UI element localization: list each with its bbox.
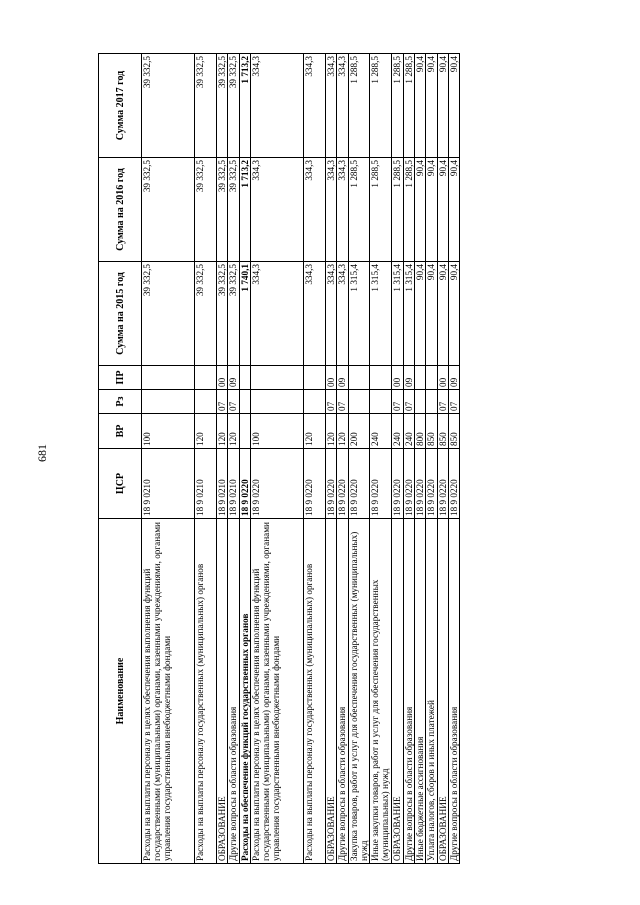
row-pr <box>250 366 303 390</box>
row-vr: 120 <box>228 414 239 449</box>
row-rz: 07 <box>437 390 448 414</box>
row-vr <box>239 414 250 449</box>
row-rz <box>414 390 425 414</box>
row-rz: 07 <box>449 390 460 414</box>
table-row <box>370 54 392 864</box>
table-row <box>216 54 227 864</box>
row-sum-2016: 39 332,5 <box>195 158 217 262</box>
table-row <box>195 54 217 864</box>
row-sum-2016: 334,3 <box>250 158 303 262</box>
row-sum-2015: 1 315,4 <box>348 262 370 366</box>
row-sum-2015: 1 315,4 <box>403 262 414 366</box>
row-rz: 07 <box>325 390 336 414</box>
row-sum-2015: 39 332,5 <box>142 262 195 366</box>
budget-table <box>98 53 460 864</box>
table-row <box>303 54 325 864</box>
row-csr: 18 9 0210 <box>216 449 227 519</box>
row-vr: 240 <box>370 414 392 449</box>
row-sum-2017: 90,4 <box>449 54 460 158</box>
row-vr: 120 <box>303 414 325 449</box>
row-name: Расходы на выплаты персоналу в целях обеспечения выполнения функций государственными (муниципальными) органами, казенными учреждениями, органами управления государственными внебюджетными фондами <box>142 519 195 864</box>
row-name: Другие вопросы в области образования <box>228 519 239 864</box>
row-name: Иные закупки товаров, работ и услуг для обеспечения государственных (муниципальных) нужд <box>370 519 392 864</box>
row-csr: 18 9 0220 <box>437 449 448 519</box>
row-sum-2016: 1 288,5 <box>370 158 392 262</box>
row-csr: 18 9 0220 <box>403 449 414 519</box>
row-sum-2016: 334,3 <box>303 158 325 262</box>
header-rz: Рз <box>99 390 142 414</box>
row-pr: 00 <box>437 366 448 390</box>
row-name: Иные бюджетные ассигнования <box>414 519 425 864</box>
table-row <box>426 54 437 864</box>
row-vr: 120 <box>216 414 227 449</box>
row-sum-2017: 90,4 <box>437 54 448 158</box>
budget-table-container <box>98 54 521 864</box>
row-vr: 120 <box>195 414 217 449</box>
row-rz: 07 <box>392 390 403 414</box>
table-row <box>250 54 303 864</box>
row-rz <box>239 390 250 414</box>
row-csr: 18 9 0210 <box>142 449 195 519</box>
row-vr: 850 <box>437 414 448 449</box>
row-sum-2017: 334,3 <box>325 54 336 158</box>
row-sum-2015: 334,3 <box>303 262 325 366</box>
row-sum-2016: 1 713,2 <box>239 158 250 262</box>
row-pr <box>414 366 425 390</box>
row-sum-2017: 90,4 <box>414 54 425 158</box>
row-sum-2015: 39 332,5 <box>195 262 217 366</box>
row-vr: 100 <box>250 414 303 449</box>
row-pr: 00 <box>216 366 227 390</box>
row-rz <box>195 390 217 414</box>
table-row <box>325 54 336 864</box>
row-vr: 850 <box>449 414 460 449</box>
row-csr: 18 9 0210 <box>228 449 239 519</box>
row-sum-2017: 1 288,5 <box>392 54 403 158</box>
row-sum-2015: 1 315,4 <box>370 262 392 366</box>
row-sum-2017: 1 288,5 <box>370 54 392 158</box>
row-sum-2016: 1 288,5 <box>348 158 370 262</box>
row-sum-2017: 1 713,2 <box>239 54 250 158</box>
row-csr: 18 9 0220 <box>337 449 348 519</box>
row-csr: 18 9 0220 <box>348 449 370 519</box>
row-name: Расходы на выплаты персоналу государственных (муниципальных) органов <box>303 519 325 864</box>
row-vr: 100 <box>142 414 195 449</box>
row-csr: 18 9 0220 <box>250 449 303 519</box>
row-name: Расходы на выплаты персоналу государственных (муниципальных) органов <box>195 519 217 864</box>
table-body <box>142 54 460 864</box>
row-name: Расходы на обеспечение функций государственных органов <box>239 519 250 864</box>
row-pr <box>303 366 325 390</box>
row-sum-2016: 39 332,5 <box>142 158 195 262</box>
row-sum-2017: 39 332,5 <box>228 54 239 158</box>
row-vr: 120 <box>325 414 336 449</box>
header-sum-2015: Сумма на 2015 год <box>99 262 142 366</box>
row-pr: 00 <box>325 366 336 390</box>
row-rz: 07 <box>337 390 348 414</box>
table-row <box>437 54 448 864</box>
row-sum-2016: 39 332,5 <box>228 158 239 262</box>
table-header-row <box>99 54 142 864</box>
row-vr: 850 <box>426 414 437 449</box>
row-csr: 18 9 0220 <box>239 449 250 519</box>
row-name: ОБРАЗОВАНИЕ <box>392 519 403 864</box>
row-pr: 09 <box>449 366 460 390</box>
row-sum-2016: 90,4 <box>437 158 448 262</box>
table-row <box>449 54 460 864</box>
row-sum-2017: 1 288,5 <box>403 54 414 158</box>
row-name: Расходы на выплаты персоналу в целях обеспечения выполнения функций государственными (муниципальными) органами, казенными учреждениями, органами управления государственными внебюджетными фондами <box>250 519 303 864</box>
row-sum-2017: 334,3 <box>337 54 348 158</box>
row-sum-2017: 334,3 <box>250 54 303 158</box>
row-sum-2015: 90,4 <box>437 262 448 366</box>
row-rz <box>303 390 325 414</box>
row-sum-2016: 334,3 <box>337 158 348 262</box>
row-sum-2017: 39 332,5 <box>216 54 227 158</box>
row-name: ОБРАЗОВАНИЕ <box>437 519 448 864</box>
row-sum-2017: 90,4 <box>426 54 437 158</box>
row-csr: 18 9 0220 <box>303 449 325 519</box>
table-row <box>239 54 250 864</box>
header-vr: ВР <box>99 414 142 449</box>
row-pr <box>426 366 437 390</box>
row-sum-2015: 334,3 <box>337 262 348 366</box>
header-sum-2016: Сумма на 2016 год <box>99 158 142 262</box>
row-vr: 240 <box>403 414 414 449</box>
table-row <box>228 54 239 864</box>
row-sum-2015: 334,3 <box>250 262 303 366</box>
row-csr: 18 9 0220 <box>392 449 403 519</box>
row-name: ОБРАЗОВАНИЕ <box>216 519 227 864</box>
row-rz <box>348 390 370 414</box>
row-sum-2017: 1 288,5 <box>348 54 370 158</box>
row-vr: 240 <box>392 414 403 449</box>
row-pr <box>142 366 195 390</box>
header-csr: ЦСР <box>99 449 142 519</box>
row-sum-2015: 90,4 <box>449 262 460 366</box>
row-pr <box>195 366 217 390</box>
row-pr: 00 <box>392 366 403 390</box>
row-sum-2016: 1 288,5 <box>403 158 414 262</box>
row-pr: 09 <box>228 366 239 390</box>
row-sum-2015: 1 740,1 <box>239 262 250 366</box>
row-name: ОБРАЗОВАНИЕ <box>325 519 336 864</box>
row-rz <box>142 390 195 414</box>
row-sum-2015: 1 315,4 <box>392 262 403 366</box>
row-csr: 18 9 0220 <box>426 449 437 519</box>
row-vr: 800 <box>414 414 425 449</box>
row-sum-2015: 90,4 <box>414 262 425 366</box>
row-pr <box>348 366 370 390</box>
header-name: Наименование <box>99 519 142 864</box>
row-sum-2015: 39 332,5 <box>216 262 227 366</box>
header-sum-2017: Сумма 2017 год <box>99 54 142 158</box>
page-number: 681 <box>35 444 49 462</box>
row-vr: 200 <box>348 414 370 449</box>
row-rz: 07 <box>216 390 227 414</box>
row-sum-2015: 334,3 <box>325 262 336 366</box>
table-row <box>392 54 403 864</box>
row-rz <box>426 390 437 414</box>
row-name: Другие вопросы в области образования <box>403 519 414 864</box>
row-sum-2016: 1 288,5 <box>392 158 403 262</box>
row-pr: 09 <box>403 366 414 390</box>
row-csr: 18 9 0220 <box>449 449 460 519</box>
row-name: Закупка товаров, работ и услуг для обеспечения государственных (муниципальных) нужд <box>348 519 370 864</box>
row-rz <box>370 390 392 414</box>
row-sum-2016: 90,4 <box>426 158 437 262</box>
row-name: Другие вопросы в области образования <box>449 519 460 864</box>
row-pr: 09 <box>337 366 348 390</box>
row-csr: 18 9 0220 <box>325 449 336 519</box>
row-sum-2017: 39 332,5 <box>195 54 217 158</box>
row-sum-2017: 39 332,5 <box>142 54 195 158</box>
row-pr <box>370 366 392 390</box>
table-row <box>403 54 414 864</box>
row-name: Уплата налогов, сборов и иных платежей <box>426 519 437 864</box>
row-vr: 120 <box>337 414 348 449</box>
row-sum-2015: 90,4 <box>426 262 437 366</box>
row-sum-2017: 334,3 <box>303 54 325 158</box>
row-rz: 07 <box>228 390 239 414</box>
row-csr: 18 9 0220 <box>370 449 392 519</box>
row-sum-2016: 334,3 <box>325 158 336 262</box>
table-row <box>142 54 195 864</box>
row-sum-2016: 39 332,5 <box>216 158 227 262</box>
row-rz: 07 <box>403 390 414 414</box>
row-csr: 18 9 0210 <box>195 449 217 519</box>
header-pr: ПР <box>99 366 142 390</box>
table-row <box>337 54 348 864</box>
row-csr: 18 9 0220 <box>414 449 425 519</box>
row-sum-2016: 90,4 <box>449 158 460 262</box>
table-row <box>414 54 425 864</box>
row-sum-2016: 90,4 <box>414 158 425 262</box>
row-sum-2015: 39 332,5 <box>228 262 239 366</box>
table-row <box>348 54 370 864</box>
row-rz <box>250 390 303 414</box>
row-pr <box>239 366 250 390</box>
row-name: Другие вопросы в области образования <box>337 519 348 864</box>
